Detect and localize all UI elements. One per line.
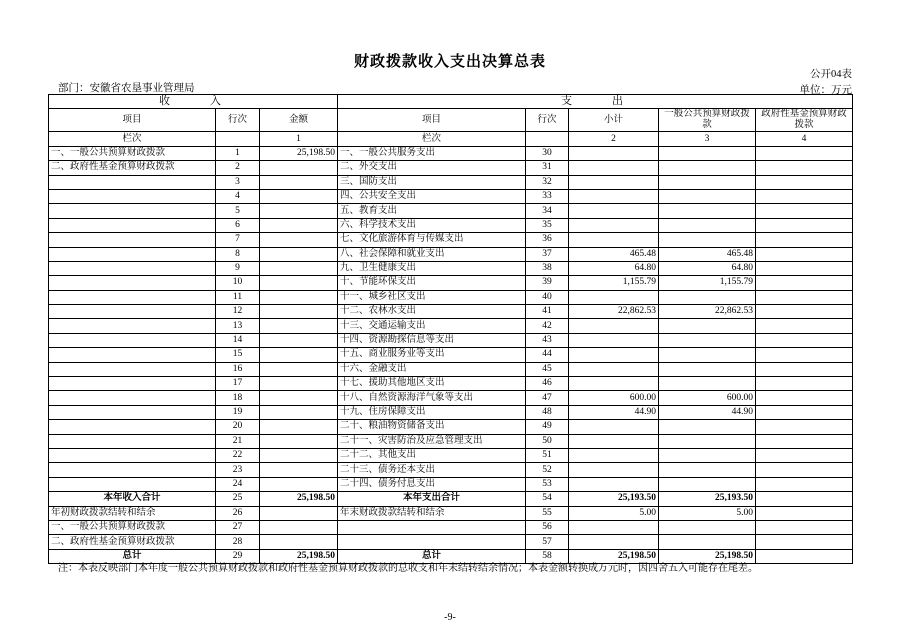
group-header-income: 收 入	[49, 95, 338, 109]
cell-expense-general	[659, 448, 756, 462]
cell-expense-fund	[756, 391, 853, 405]
cell-expense-item: 十六、金融支出	[338, 362, 526, 376]
cell-income-row: 5	[216, 204, 260, 218]
cell-expense-general	[659, 434, 756, 448]
cell-expense-subtotal	[569, 477, 659, 491]
cell-income-amount	[260, 448, 338, 462]
cell-income-row: 23	[216, 463, 260, 477]
cell-expense-fund	[756, 146, 853, 160]
cell-income-row: 18	[216, 391, 260, 405]
col-income-item: 项目	[49, 109, 216, 132]
cell-income-row: 14	[216, 333, 260, 347]
cell-income-amount	[260, 348, 338, 362]
unit-label: 单位：万元	[799, 85, 852, 96]
table-row	[49, 218, 853, 232]
cell-expense-fund	[756, 463, 853, 477]
cell-expense-item	[338, 520, 526, 534]
cell-income-amount	[260, 520, 338, 534]
cell-income-amount: 25,198.50	[260, 549, 338, 563]
cell-expense-general	[659, 463, 756, 477]
col-expense-subtotal: 小计	[569, 109, 659, 132]
cell-income-row: 16	[216, 362, 260, 376]
table-row	[49, 161, 853, 175]
cell-expense-general: 5.00	[659, 506, 756, 520]
cell-income-item: 二、政府性基金预算财政拨款	[49, 161, 216, 175]
cell-expense-subtotal	[569, 233, 659, 247]
cell-income-item: 二、政府性基金预算财政拨款	[49, 535, 216, 549]
cell-expense-general	[659, 175, 756, 189]
cell-expense-subtotal	[569, 161, 659, 175]
colno-expense-fund: 4	[756, 132, 853, 146]
cell-expense-general	[659, 204, 756, 218]
cell-expense-item: 十、节能环保支出	[338, 276, 526, 290]
cell-income-item	[49, 434, 216, 448]
cell-expense-row: 49	[526, 420, 569, 434]
cell-income-item: 本年收入合计	[49, 492, 216, 506]
colno-income-amount: 1	[260, 132, 338, 146]
cell-expense-fund	[756, 362, 853, 376]
cell-expense-item: 二十一、灾害防治及应急管理支出	[338, 434, 526, 448]
cell-expense-fund	[756, 535, 853, 549]
table-row	[49, 305, 853, 319]
cell-income-amount	[260, 434, 338, 448]
cell-expense-subtotal	[569, 420, 659, 434]
cell-expense-general: 25,198.50	[659, 549, 756, 563]
col-expense-row: 行次	[526, 109, 569, 132]
cell-income-row: 13	[216, 319, 260, 333]
group-header-expense: 支 出	[338, 95, 853, 109]
cell-expense-fund	[756, 290, 853, 304]
table-row	[49, 362, 853, 376]
cell-income-row: 2	[216, 161, 260, 175]
cell-income-row: 22	[216, 448, 260, 462]
cell-expense-item: 十九、住房保障支出	[338, 405, 526, 419]
cell-income-row: 4	[216, 189, 260, 203]
cell-income-item: 年初财政拨款结转和结余	[49, 506, 216, 520]
cell-expense-row: 50	[526, 434, 569, 448]
colno-blank-1	[216, 132, 260, 146]
cell-expense-row: 52	[526, 463, 569, 477]
cell-expense-item: 五、教育支出	[338, 204, 526, 218]
table-row	[49, 319, 853, 333]
cell-expense-fund	[756, 506, 853, 520]
cell-expense-general	[659, 420, 756, 434]
cell-expense-general	[659, 218, 756, 232]
cell-expense-subtotal	[569, 319, 659, 333]
cell-income-item: 总计	[49, 549, 216, 563]
cell-income-amount	[260, 506, 338, 520]
cell-expense-fund	[756, 448, 853, 462]
cell-income-item	[49, 290, 216, 304]
cell-expense-fund	[756, 276, 853, 290]
table-row	[49, 420, 853, 434]
cell-expense-subtotal: 25,193.50	[569, 492, 659, 506]
cell-expense-subtotal	[569, 175, 659, 189]
cell-expense-general	[659, 333, 756, 347]
table-row	[49, 348, 853, 362]
cell-income-item: 一、一般公共预算财政拨款	[49, 520, 216, 534]
cell-income-amount	[260, 535, 338, 549]
cell-income-amount	[260, 405, 338, 419]
cell-expense-fund	[756, 161, 853, 175]
cell-expense-subtotal	[569, 535, 659, 549]
cell-expense-subtotal: 1,155.79	[569, 276, 659, 290]
cell-income-row: 27	[216, 520, 260, 534]
cell-income-item	[49, 305, 216, 319]
cell-expense-fund	[756, 377, 853, 391]
cell-expense-row: 38	[526, 261, 569, 275]
cell-income-item	[49, 391, 216, 405]
cell-income-row: 8	[216, 247, 260, 261]
cell-income-item	[49, 477, 216, 491]
cell-expense-general: 22,862.53	[659, 305, 756, 319]
cell-expense-row: 58	[526, 549, 569, 563]
cell-expense-general	[659, 348, 756, 362]
cell-expense-item: 年末财政拨款结转和结余	[338, 506, 526, 520]
cell-expense-fund	[756, 204, 853, 218]
cell-expense-row: 35	[526, 218, 569, 232]
cell-expense-row: 44	[526, 348, 569, 362]
cell-expense-item: 二十、粮油物资储备支出	[338, 420, 526, 434]
table-row	[49, 405, 853, 419]
cell-expense-fund	[756, 420, 853, 434]
cell-income-row: 24	[216, 477, 260, 491]
table-note: 注：本表反映部门本年度一般公共预算财政拨款和政府性基金预算财政拨款的总收支和年末结转结余情况；本表金额转换成万元时，因四舍五入可能存在尾差。	[58, 563, 758, 574]
form-code: 公开04表	[810, 69, 852, 80]
cell-expense-fund	[756, 348, 853, 362]
cell-expense-row: 33	[526, 189, 569, 203]
cell-income-item: 一、一般公共预算财政拨款	[49, 146, 216, 160]
cell-income-item	[49, 276, 216, 290]
cell-expense-subtotal	[569, 146, 659, 160]
cell-expense-subtotal: 44.90	[569, 405, 659, 419]
cell-expense-row: 39	[526, 276, 569, 290]
cell-expense-subtotal	[569, 362, 659, 376]
cell-expense-subtotal: 64.80	[569, 261, 659, 275]
cell-expense-general	[659, 233, 756, 247]
cell-income-amount: 25,198.50	[260, 146, 338, 160]
cell-expense-row: 57	[526, 535, 569, 549]
cell-expense-fund	[756, 405, 853, 419]
cell-expense-item: 十七、援助其他地区支出	[338, 377, 526, 391]
table-row	[49, 506, 853, 520]
colno-expense-subtotal: 2	[569, 132, 659, 146]
cell-expense-subtotal: 22,862.53	[569, 305, 659, 319]
cell-expense-item: 总计	[338, 549, 526, 563]
cell-expense-item: 九、卫生健康支出	[338, 261, 526, 275]
cell-income-row: 26	[216, 506, 260, 520]
cell-expense-subtotal	[569, 218, 659, 232]
cell-expense-fund	[756, 492, 853, 506]
cell-income-row: 29	[216, 549, 260, 563]
cell-income-item	[49, 362, 216, 376]
cell-income-amount	[260, 161, 338, 175]
cell-income-item	[49, 189, 216, 203]
cell-income-row: 9	[216, 261, 260, 275]
table-row	[49, 175, 853, 189]
cell-expense-row: 55	[526, 506, 569, 520]
cell-expense-row: 53	[526, 477, 569, 491]
cell-expense-general	[659, 146, 756, 160]
colno-expense-general: 3	[659, 132, 756, 146]
cell-expense-row: 43	[526, 333, 569, 347]
cell-income-item	[49, 333, 216, 347]
col-expense-general: 一般公共预算财政拨款	[659, 109, 756, 132]
cell-income-item	[49, 261, 216, 275]
cell-expense-fund	[756, 247, 853, 261]
cell-income-row: 3	[216, 175, 260, 189]
cell-expense-item: 二十三、债务还本支出	[338, 463, 526, 477]
cell-income-row: 10	[216, 276, 260, 290]
table-group-header-row	[49, 95, 853, 109]
cell-income-row: 25	[216, 492, 260, 506]
cell-expense-subtotal: 465.48	[569, 247, 659, 261]
cell-expense-item: 四、公共安全支出	[338, 189, 526, 203]
cell-income-item	[49, 448, 216, 462]
col-income-row: 行次	[216, 109, 260, 132]
table-row	[49, 477, 853, 491]
table-row	[49, 391, 853, 405]
table-row	[49, 276, 853, 290]
col-income-amount: 金额	[260, 109, 338, 132]
cell-income-row: 11	[216, 290, 260, 304]
cell-expense-subtotal	[569, 348, 659, 362]
cell-income-row: 19	[216, 405, 260, 419]
cell-expense-row: 36	[526, 233, 569, 247]
cell-income-row: 7	[216, 233, 260, 247]
cell-expense-item	[338, 535, 526, 549]
cell-income-amount	[260, 204, 338, 218]
cell-income-row: 12	[216, 305, 260, 319]
cell-expense-row: 51	[526, 448, 569, 462]
cell-income-amount	[260, 261, 338, 275]
table-row	[49, 247, 853, 261]
cell-expense-item: 十五、商业服务业等支出	[338, 348, 526, 362]
cell-expense-subtotal	[569, 448, 659, 462]
cell-income-amount	[260, 218, 338, 232]
cell-income-amount	[260, 377, 338, 391]
cell-expense-item: 十一、城乡社区支出	[338, 290, 526, 304]
cell-expense-fund	[756, 261, 853, 275]
cell-expense-general	[659, 189, 756, 203]
cell-expense-subtotal	[569, 189, 659, 203]
cell-expense-item: 十二、农林水支出	[338, 305, 526, 319]
cell-income-amount	[260, 463, 338, 477]
cell-expense-general: 600.00	[659, 391, 756, 405]
cell-expense-row: 30	[526, 146, 569, 160]
cell-expense-general	[659, 520, 756, 534]
table-row	[49, 290, 853, 304]
cell-expense-item: 十八、自然资源海洋气象等支出	[338, 391, 526, 405]
cell-expense-subtotal: 600.00	[569, 391, 659, 405]
cell-income-item	[49, 175, 216, 189]
cell-income-item	[49, 377, 216, 391]
cell-income-item	[49, 247, 216, 261]
cell-expense-row: 46	[526, 377, 569, 391]
page-number: -9-	[444, 612, 456, 623]
cell-expense-general: 465.48	[659, 247, 756, 261]
col-expense-fund: 政府性基金预算财政拨款	[756, 109, 853, 132]
table-row	[49, 261, 853, 275]
cell-income-amount	[260, 391, 338, 405]
cell-expense-row: 47	[526, 391, 569, 405]
page-title: 财政拨款收入支出决算总表	[353, 53, 546, 70]
cell-expense-item: 十三、交通运输支出	[338, 319, 526, 333]
table-row	[49, 463, 853, 477]
cell-expense-general	[659, 535, 756, 549]
cell-expense-row: 40	[526, 290, 569, 304]
department-label: 部门：安徽省农垦事业管理局	[58, 83, 195, 94]
cell-income-row: 17	[216, 377, 260, 391]
cell-expense-item: 本年支出合计	[338, 492, 526, 506]
table-row	[49, 448, 853, 462]
cell-expense-item: 二、外交支出	[338, 161, 526, 175]
cell-expense-row: 42	[526, 319, 569, 333]
cell-income-amount	[260, 276, 338, 290]
cell-expense-row: 31	[526, 161, 569, 175]
table-row	[49, 146, 853, 160]
cell-expense-general: 44.90	[659, 405, 756, 419]
col-expense-item: 项目	[338, 109, 526, 132]
cell-expense-fund	[756, 175, 853, 189]
cell-expense-fund	[756, 333, 853, 347]
cell-expense-general: 1,155.79	[659, 276, 756, 290]
cell-expense-subtotal	[569, 290, 659, 304]
cell-income-row: 20	[216, 420, 260, 434]
table-row	[49, 434, 853, 448]
colno-label-expense: 栏次	[338, 132, 526, 146]
table-row	[49, 520, 853, 534]
cell-income-amount	[260, 247, 338, 261]
cell-expense-fund	[756, 233, 853, 247]
cell-expense-general	[659, 290, 756, 304]
cell-income-amount	[260, 233, 338, 247]
cell-expense-general	[659, 477, 756, 491]
table-row	[49, 377, 853, 391]
cell-expense-item: 八、社会保障和就业支出	[338, 247, 526, 261]
cell-expense-fund	[756, 477, 853, 491]
cell-expense-fund	[756, 434, 853, 448]
cell-income-row: 21	[216, 434, 260, 448]
cell-income-amount	[260, 420, 338, 434]
cell-income-item	[49, 348, 216, 362]
cell-income-amount	[260, 362, 338, 376]
cell-expense-subtotal	[569, 333, 659, 347]
cell-expense-item: 三、国防支出	[338, 175, 526, 189]
cell-income-row: 1	[216, 146, 260, 160]
cell-income-amount	[260, 189, 338, 203]
cell-expense-subtotal	[569, 377, 659, 391]
cell-expense-subtotal: 25,198.50	[569, 549, 659, 563]
cell-expense-fund	[756, 319, 853, 333]
cell-expense-item: 六、科学技术支出	[338, 218, 526, 232]
cell-expense-row: 45	[526, 362, 569, 376]
cell-expense-row: 34	[526, 204, 569, 218]
cell-income-row: 15	[216, 348, 260, 362]
cell-expense-row: 54	[526, 492, 569, 506]
table-colnumber-row	[49, 132, 853, 146]
cell-income-amount	[260, 477, 338, 491]
cell-expense-general	[659, 319, 756, 333]
cell-expense-item: 十四、资源勘探信息等支出	[338, 333, 526, 347]
table-column-header-row	[49, 109, 853, 132]
cell-income-row: 6	[216, 218, 260, 232]
cell-income-amount	[260, 333, 338, 347]
table-row	[49, 189, 853, 203]
cell-expense-subtotal	[569, 463, 659, 477]
cell-expense-subtotal	[569, 520, 659, 534]
cell-income-amount	[260, 319, 338, 333]
cell-expense-item: 二十四、债务付息支出	[338, 477, 526, 491]
colno-blank-2	[526, 132, 569, 146]
table-row	[49, 492, 853, 506]
cell-income-item	[49, 218, 216, 232]
budget-table	[48, 94, 853, 564]
cell-income-amount: 25,198.50	[260, 492, 338, 506]
cell-expense-general: 25,193.50	[659, 492, 756, 506]
cell-expense-subtotal: 5.00	[569, 506, 659, 520]
table-row	[49, 204, 853, 218]
table-row	[49, 333, 853, 347]
table-row	[49, 535, 853, 549]
cell-expense-general: 64.80	[659, 261, 756, 275]
cell-expense-fund	[756, 218, 853, 232]
cell-income-amount	[260, 305, 338, 319]
cell-income-item	[49, 319, 216, 333]
cell-income-item	[49, 463, 216, 477]
cell-expense-fund	[756, 305, 853, 319]
cell-expense-general	[659, 362, 756, 376]
cell-income-row: 28	[216, 535, 260, 549]
cell-expense-item: 七、文化旅游体育与传媒支出	[338, 233, 526, 247]
cell-income-item	[49, 204, 216, 218]
cell-income-amount	[260, 290, 338, 304]
cell-expense-row: 56	[526, 520, 569, 534]
cell-expense-item: 二十二、其他支出	[338, 448, 526, 462]
cell-expense-subtotal	[569, 434, 659, 448]
cell-expense-general	[659, 161, 756, 175]
cell-expense-fund	[756, 520, 853, 534]
cell-expense-row: 32	[526, 175, 569, 189]
cell-expense-row: 41	[526, 305, 569, 319]
cell-expense-row: 37	[526, 247, 569, 261]
colno-label-income: 栏次	[49, 132, 216, 146]
cell-income-item	[49, 420, 216, 434]
cell-expense-general	[659, 377, 756, 391]
cell-expense-row: 48	[526, 405, 569, 419]
cell-expense-subtotal	[569, 204, 659, 218]
cell-income-item	[49, 405, 216, 419]
cell-income-amount	[260, 175, 338, 189]
table-row	[49, 233, 853, 247]
cell-expense-item: 一、一般公共服务支出	[338, 146, 526, 160]
cell-expense-fund	[756, 189, 853, 203]
cell-income-item	[49, 233, 216, 247]
